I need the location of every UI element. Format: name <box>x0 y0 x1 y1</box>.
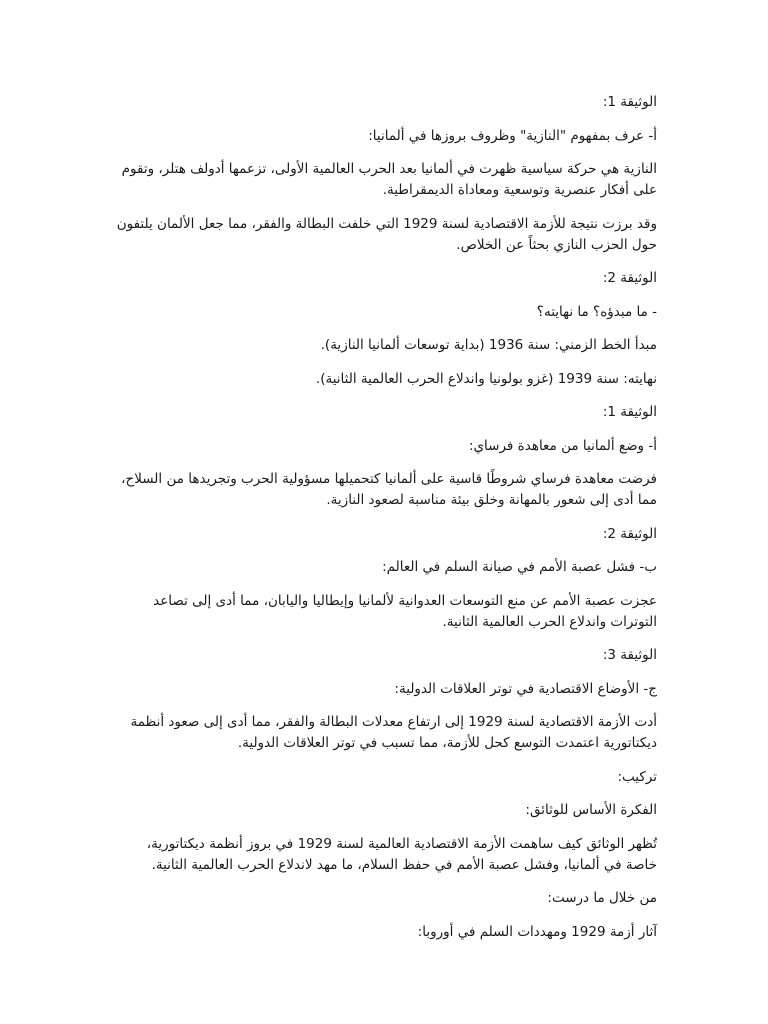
document-body <box>112 92 657 955</box>
answer-nazism-definition: النازية هي حركة سياسية ظهرت في ألمانيا بعد الحرب العالمية الأولى، تزعمها أدولف هتلر، وتقوم على أفكار عنصرية وتوسعية ومعاداة الديمقراطية. <box>121 161 657 198</box>
answer-league-failure: عجزت عصبة الأمم عن منع التوسعات العدوانية لألمانيا وإيطاليا واليابان، مما أدى إلى تصاعد التوترات واندلاع الحرب العالمية الثانية. <box>153 592 657 630</box>
answer-main-idea: تُظهر الوثائق كيف ساهمت الأزمة الاقتصادية العالمية لسنة 1929 في بروز أنظمة ديكتاتورية، خاصة في ألمانيا، وفشل عصبة الأمم في حفظ السلام، ما مهد لاندلاع الحرب العالمية الثانية. <box>146 835 657 873</box>
answer-nazism-rise: وقد برزت نتيجة للأزمة الاقتصادية لسنة 1929 التي خلفت البطالة والفقر، مما جعل الألمان يلتفون حول الحزب النازي بحثاً عن الخلاص. <box>116 215 657 253</box>
question-economic-conditions: ج- الأوضاع الاقتصادية في توتر العلاقات الدولية: <box>394 680 657 697</box>
heading-document-1: الوثيقة 1: <box>602 94 657 110</box>
answer-timeline-start: مبدأ الخط الزمني: سنة 1936 (بداية توسعات ألمانيا النازية). <box>320 337 657 353</box>
heading-document-2-b: الوثيقة 2: <box>602 525 657 542</box>
question-nazism-definition: أ- عرف بمفهوم "النازية" وظروف بروزها في ألمانيا: <box>368 127 657 144</box>
heading-crisis-effects: آثار أزمة 1929 ومهددات السلم في أوروبا: <box>417 923 657 940</box>
heading-main-idea: الفكرة الأساس للوثائق: <box>525 802 657 818</box>
answer-economic-conditions: أدت الأزمة الاقتصادية لسنة 1929 إلى ارتفاع معدلات البطالة والفقر، مما أدى إلى صعود أنظمة ديكتاتورية اعتمدت التوسع كحل للأزمة، مما تسبب في توتر العلاقات الدولية. <box>130 714 657 751</box>
heading-synthesis: تركيب: <box>617 768 657 785</box>
question-timeline: - ما مبدؤه؟ ما نهايته؟ <box>536 303 657 320</box>
question-league-failure: ب- فشل عصبة الأمم في صيانة السلم في العالم: <box>382 559 657 575</box>
answer-versailles: فرضت معاهدة فرساي شروطًا قاسية على ألمانيا كتحميلها مسؤولية الحرب وتجريدها من السلاح، مما أدى إلى شعور بالمهانة وخلق بيئة مناسبة لصعود النازية. <box>121 471 657 508</box>
heading-document-2: الوثيقة 2: <box>602 270 657 286</box>
question-versailles: أ- وضع ألمانيا من معاهدة فرساي: <box>468 437 657 454</box>
heading-document-3: الوثيقة 3: <box>602 647 657 663</box>
heading-from-studies: من خلال ما درست: <box>547 890 657 906</box>
heading-document-1-b: الوثيقة 1: <box>602 404 657 420</box>
answer-timeline-end: نهايته: سنة 1939 (غزو بولونيا واندلاع الحرب العالمية الثانية). <box>315 370 657 387</box>
